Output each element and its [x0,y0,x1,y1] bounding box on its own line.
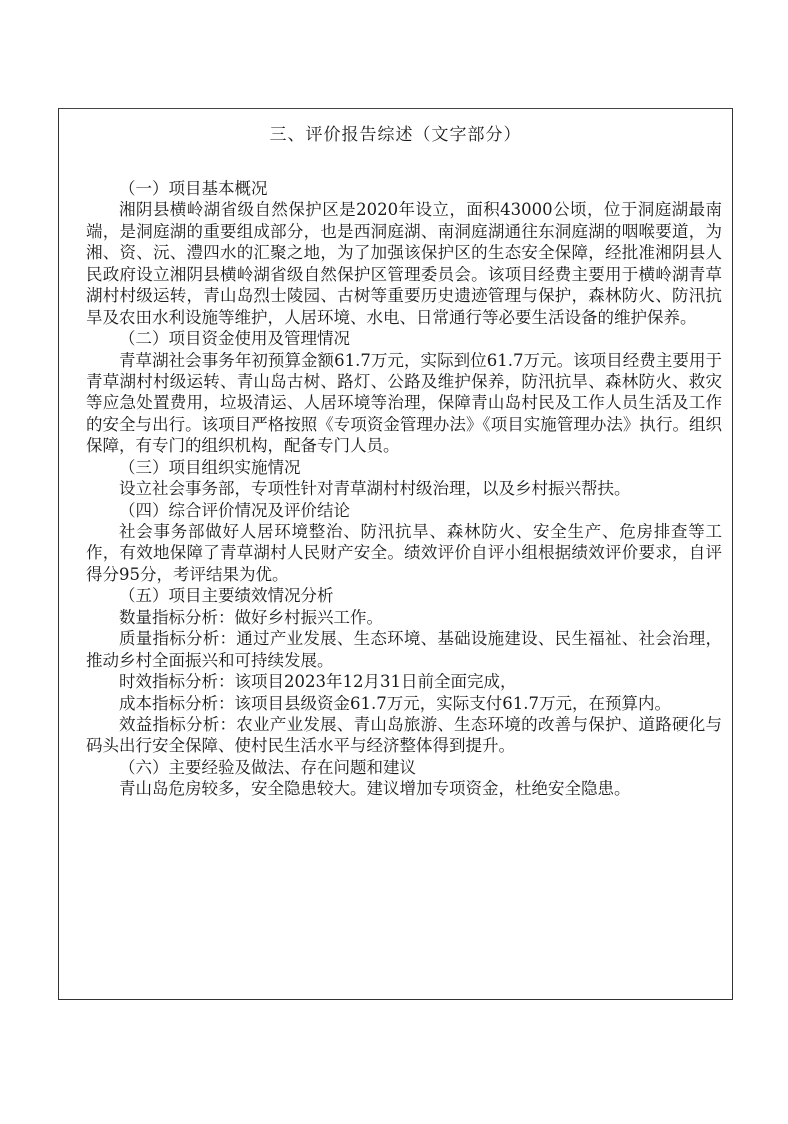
report-body [86,178,722,800]
section-2-paragraph: 青草湖社会事务年初预算金额61.7万元，实际到位61.7万元。该项目经费主要用于青草湖村村级运转、青山岛古树、路灯、公路及维护保养，防汛抗旱、森林防火、救灾等应急处置费用，垃圾清运、人居环境等治理，保障青山岛村民及工作人员生活及工作的安全与出行。该项目严格按照《专项资金管理办法》《项目实施管理办法》执行。组织保障，有专门的组织机构，配备专门人员。 [86,350,722,456]
section-heading-1: （一）项目基本概况 [119,179,268,198]
section-6-paragraph: 青山岛危房较多，安全隐患较大。建议增加专项资金，杜绝安全隐患。 [119,779,631,799]
benefit-indicator: 效益指标分析：农业产业发展、青山岛旅游、生态环境的改善与保护、道路硬化与码头出行安全保障、使村民生活水平与经济整体得到提升。 [86,714,722,756]
section-heading-4: （四）综合评价情况及评价结论 [119,500,350,520]
section-1-paragraph: 湘阴县横岭湖省级自然保护区是2020年设立，面积43000公顷，位于洞庭湖最南端，是洞庭湖的重要组成部分，也是西洞庭湖、南洞庭湖通往东洞庭湖的咽喉要道，为湘、资、沅、澧四水的汇聚之地，为了加强该保护区的生态安全保障，经批准湘阴县人民政府设立湘阴县横岭湖省级自然保护区管理委员会。该项目经费主要用于横岭湖青草湖村村级运转，青山岛烈士陵园、古树等重要历史遗迹管理与保护，森林防火、防汛抗旱及农田水利设施等维护，人居环境、水电、日常通行等必要生活设备的维护保养。 [86,200,722,327]
section-heading-6: （六）主要经验及做法、存在问题和建议 [119,757,416,777]
section-4-paragraph: 社会事务部做好人居环境整治、防汛抗旱、森林防火、安全生产、危房排查等工作，有效地保障了青草湖村人民财产安全。绩效评价自评小组根据绩效评价要求，自评得分95分，考评结果为优。 [86,522,722,584]
quantity-indicator: 数量指标分析：做好乡村振兴工作。 [119,607,383,627]
quality-indicator: 质量指标分析：通过产业发展、生态环境、基础设施建设、民生福祉、社会治理，推动乡村全面振兴和可持续发展。 [86,629,722,670]
cost-indicator: 成本指标分析：该项目县级资金61.7万元，实际支付61.7万元，在预算内。 [119,693,671,713]
timeliness-indicator: 时效指标分析：该项目2023年12月31日前全面完成， [119,672,517,692]
page-title: 三、评价报告综述（文字部分） [269,125,522,145]
section-3-paragraph: 设立社会事务部，专项性针对青草湖村村级治理，以及乡村振兴帮扶。 [119,479,631,499]
section-heading-2: （二）项目资金使用及管理情况 [119,329,350,349]
section-heading-5: （五）项目主要绩效情况分析 [119,586,334,606]
section-heading-3: （三）项目组织实施情况 [119,457,301,477]
